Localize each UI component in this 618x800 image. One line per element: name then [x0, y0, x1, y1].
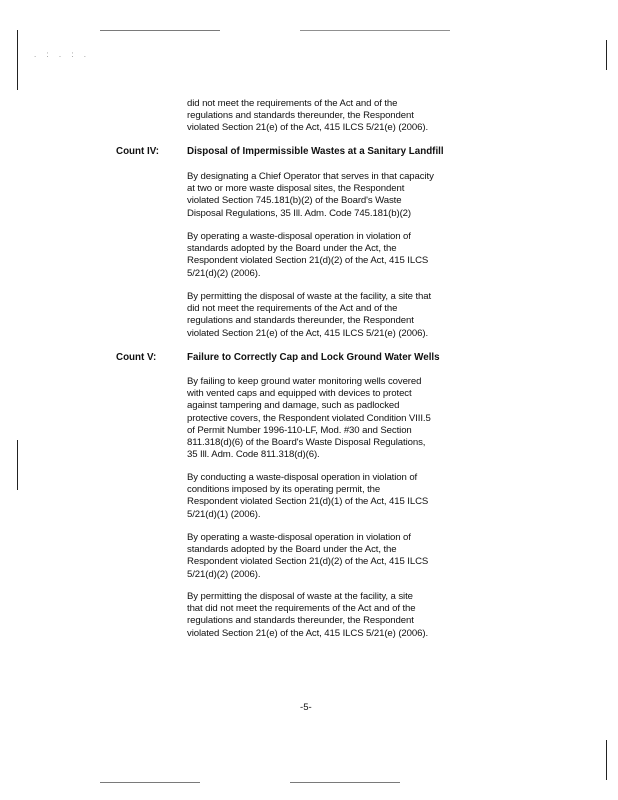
scan-edge-top — [100, 30, 220, 31]
scan-edge-bottom-right — [290, 782, 400, 783]
count-v-paragraph-3: By operating a waste-disposal operation in violation of standards adopted by the Board under the Act, the Respondent violated Section 21(d)(2) of the Act, 415 ILCS 5/21(d)(2) (2006). — [187, 532, 429, 580]
scan-edge-bottom — [100, 782, 200, 783]
count-v-paragraph-2: By conducting a waste-disposal operation in violation of conditions imposed by its operating permit, the Respondent violated Section 21(d)(1) of the Act, 415 ILCS 5/21(d)(1) (2006). — [187, 472, 429, 520]
count-iv-paragraph-3: By permitting the disposal of waste at the facility, a site that did not meet the requirements of the Act and of the regulations and standards thereunder, the Respondent violated Section 21(e) of the Act, 415 ILCS 5/21(e) (2006). — [187, 291, 432, 339]
intro-paragraph: did not meet the requirements of the Act and of the regulations and standards thereunder, the Respondent violated Section 21(e) of the Act, 415 ILCS 5/21(e) (2006). — [187, 98, 429, 134]
count-iv-paragraph-2: By operating a waste-disposal operation in violation of standards adopted by the Board under the Act, the Respondent violated Section 21(d)(2) of the Act, 415 ILCS 5/21(d)(2) (2006). — [187, 231, 429, 279]
scan-edge-left-lower — [17, 440, 18, 490]
count-v-paragraph-1: By failing to keep ground water monitoring wells covered with vented caps and equipped with devices to protect against tampering and damage, such as padlocked protective covers, the Respondent violated Condition VIII.5 of Permit Number 1996-110-LF, Mod. #30 and Section 811.318(d)(6) of the Board's Waste Disposal Regulations, 35 Ill. Adm. Code 811.318(d)(6). — [187, 376, 431, 461]
count-v-paragraph-4: By permitting the disposal of waste at the facility, a site that did not meet the requirements of the Act and of the regulations and standards thereunder, the Respondent violated Section 21(e) of the Act, 415 ILCS 5/21(e) (2006). — [187, 591, 429, 639]
page-number: -5- — [300, 702, 312, 713]
scan-edge-right — [606, 40, 607, 70]
scan-edge-right-lower — [606, 740, 607, 780]
count-iv-paragraph-1: By designating a Chief Operator that serves in that capacity at two or more waste disposal sites, the Respondent violated Section 745.181(b)(2) of the Board's Waste Disposal Regulations, 35 Ill. Adm. Code 745.181(b)(2) — [187, 171, 434, 219]
count-iv-title: Disposal of Impermissible Wastes at a Sanitary Landfill — [187, 146, 444, 157]
scan-edge-left — [17, 30, 18, 90]
count-v-label: Count V: — [116, 352, 157, 363]
scan-edge-top-right — [300, 30, 450, 31]
count-iv-label: Count IV: — [116, 146, 159, 157]
header-marks: . : . : . — [34, 50, 91, 59]
count-v-title: Failure to Correctly Cap and Lock Ground Water Wells — [187, 352, 440, 363]
